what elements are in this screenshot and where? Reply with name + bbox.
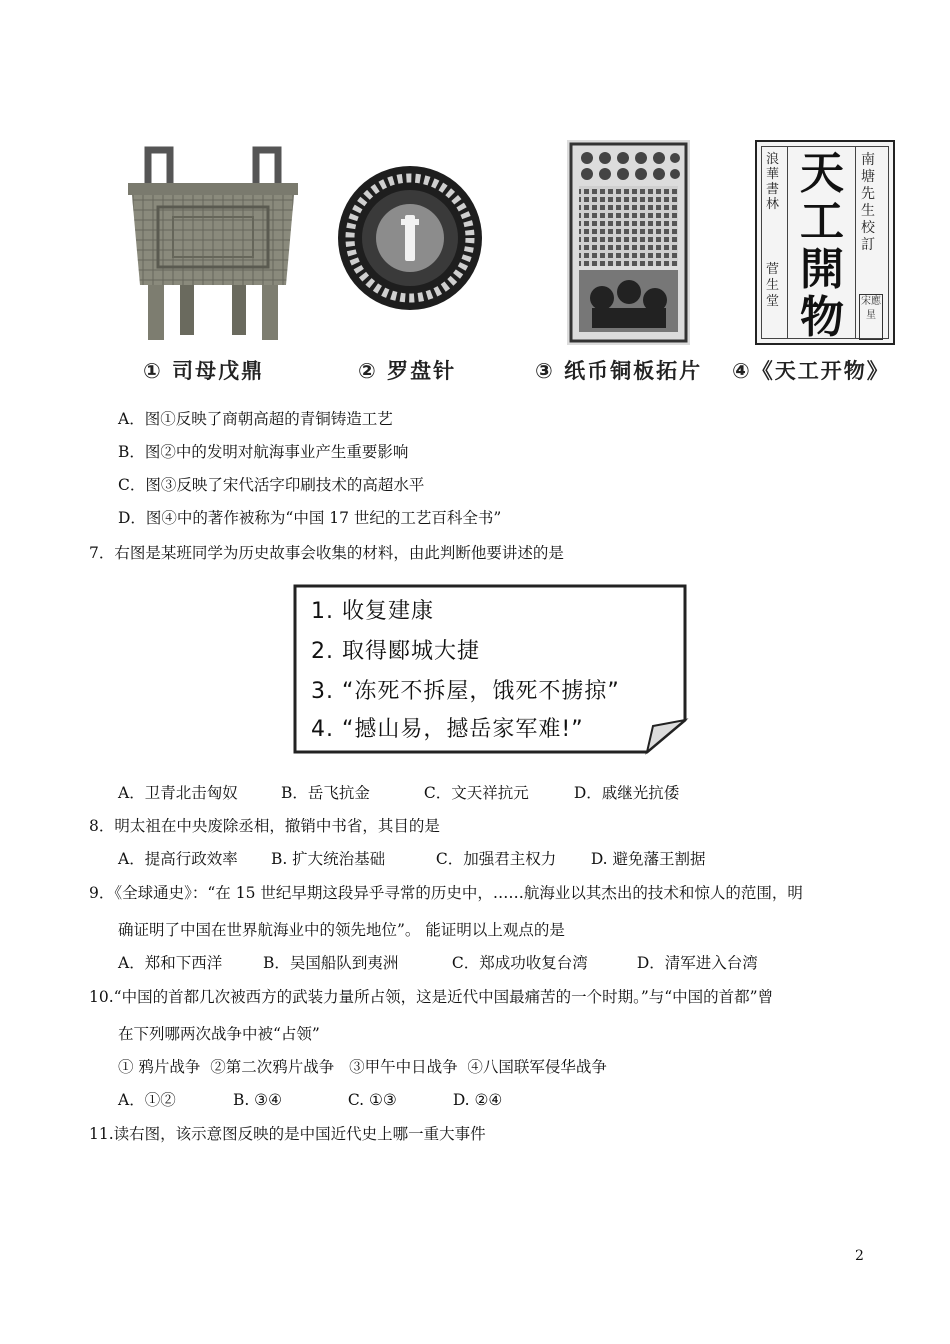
q9-option-c: C．郑成功收复台湾 <box>451 954 588 972</box>
q7-option-c: C．文天祥抗元 <box>423 784 529 802</box>
q8-stem: 8．明太祖在中央废除丞相，撤销中书省，其目的是 <box>89 817 440 835</box>
cover-right-rule <box>855 146 856 339</box>
compass-image <box>335 163 485 313</box>
q10-stem-line-1: 10.“中国的首都几次被西方的武装力量所占领，这是近代中国最痛苦的一个时期。”与“中国的首都”曾 <box>89 988 774 1006</box>
cover-title <box>791 150 853 342</box>
q8-option-c: C．加强君主权力 <box>435 850 557 868</box>
caption-tiangong: ④《天工开物》 <box>732 359 890 383</box>
page-number: 2 <box>855 1248 864 1264</box>
q9-option-d: D．清军进入台湾 <box>636 954 758 972</box>
q9-option-b: B．吴国船队到夷洲 <box>262 954 399 972</box>
q7-option-d: D．戚继光抗倭 <box>573 784 680 802</box>
cover-title-glyph-1: 天 <box>800 148 844 199</box>
note-line-3: 3. “冻死不拆屋，饿死不掳掠” <box>311 679 620 704</box>
q6-option-a: A．图①反映了商朝高超的青铜铸造工艺 <box>118 410 393 428</box>
note-line-1: 1. 收复建康 <box>311 599 434 624</box>
q10-option-d: D. ②④ <box>452 1091 503 1109</box>
tiangong-kaiwu-cover-image <box>755 140 895 345</box>
caption-ding: ① 司母戊鼎 <box>143 359 265 383</box>
q7-option-a: A．卫青北击匈奴 <box>118 784 238 802</box>
q8-option-d: D. 避免藩王割据 <box>590 850 706 868</box>
cover-left-rule <box>787 146 788 339</box>
q8-option-a: A．提高行政效率 <box>118 850 238 868</box>
cover-title-glyph-2: 工 <box>800 196 844 247</box>
q6-option-d: D．图④中的著作被称为“中国 17 世纪的工艺百科全书” <box>118 509 502 527</box>
q8-options <box>118 849 706 869</box>
ding-image <box>118 145 308 345</box>
q10-option-b: B. ③④ <box>232 1091 282 1109</box>
q10-choices: ① 鸦片战争 ②第二次鸦片战争 ③甲午中日战争 ④八国联军侵华战争 <box>118 1058 607 1076</box>
note-line-2: 2. 取得郾城大捷 <box>311 639 480 664</box>
cover-side-right: 南塘先生校訂 <box>861 152 875 253</box>
q11-stem: 11.读右图，该示意图反映的是中国近代史上哪一重大事件 <box>89 1125 486 1143</box>
q7-options <box>118 783 679 803</box>
q7-note-card <box>289 580 693 758</box>
cover-side-left-1: 浪華書林 <box>766 152 780 212</box>
cover-title-glyph-4: 物 <box>800 292 844 343</box>
caption-paper-money: ③ 纸币铜板拓片 <box>535 359 703 383</box>
caption-compass: ② 罗盘针 <box>358 359 457 383</box>
q6-option-c: C．图③反映了宋代活字印刷技术的高超水平 <box>118 476 425 494</box>
q9-option-a: A．郑和下西洋 <box>118 954 223 972</box>
q8-option-b: B. 扩大统治基础 <box>270 850 386 868</box>
paper-money-rubbing-image <box>567 140 690 345</box>
q10-options <box>118 1090 502 1110</box>
cover-title-glyph-3: 開 <box>800 244 844 295</box>
q7-option-b: B．岳飞抗金 <box>280 784 370 802</box>
q6-option-b: B．图②中的发明对航海事业产生重要影响 <box>118 443 409 461</box>
q10-option-c: C. ①③ <box>347 1091 397 1109</box>
q9-stem-line-1: 9．《全球通史》：“在 15 世纪早期这段异乎寻常的历史中，……航海业以其杰出的技术和惊人的范围，明 <box>89 884 803 902</box>
q9-options <box>118 953 758 973</box>
q10-stem-line-2: 在下列哪两次战争中被“占领” <box>118 1025 320 1043</box>
cover-side-left-2: 菅生堂 <box>766 262 780 309</box>
note-line-4: 4. “撼山易，撼岳家军难!” <box>311 717 584 742</box>
q7-stem: 7．右图是某班同学为历史故事会收集的材料，由此判断他要讲述的是 <box>89 544 564 562</box>
q9-stem-line-2: 确证明了中国在世界航海业中的领先地位”。 能证明以上观点的是 <box>118 921 565 939</box>
cover-seal: 宋應星 <box>859 294 883 340</box>
q10-option-a: A．①② <box>118 1091 176 1109</box>
